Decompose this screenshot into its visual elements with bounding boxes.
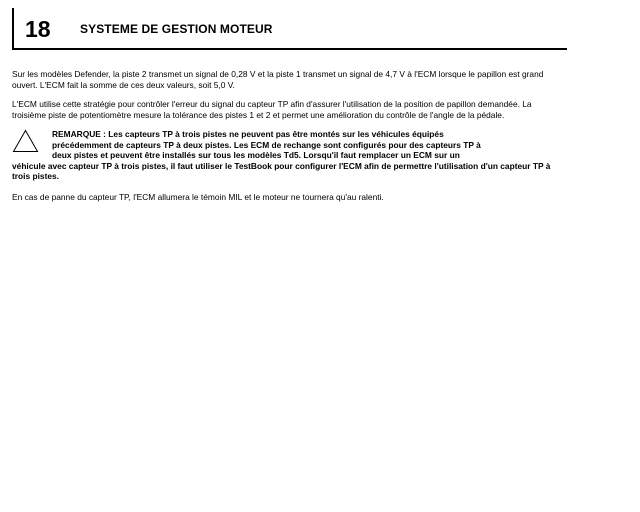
- note-text: [12, 129, 557, 182]
- paragraph-defender-signal: Sur les modèles Defender, la piste 2 transmet un signal de 0,28 V et la piste 1 transmet un signal de 4,7 V à l'ECM lorsque le papillon est grand ouvert. L'ECM fait la somme de ces deux valeurs, soit 5,0 V.: [12, 69, 544, 90]
- document-body: [12, 69, 557, 211]
- note-block: [12, 129, 557, 182]
- chapter-number: 18: [25, 16, 51, 42]
- note-line-1: REMARQUE : Les capteurs TP à trois pistes ne peuvent pas être montés sur les véhicules équipés: [52, 129, 444, 139]
- warning-triangle-icon: [12, 129, 39, 153]
- note-line-3: deux pistes et peuvent être installés sur tous les modèles Td5. Lorsqu'il faut remplacer un ECM sur un: [52, 150, 460, 160]
- page-header: [12, 8, 567, 50]
- paragraph-ecm-strategy: L'ECM utilise cette stratégie pour contrôler l'erreur du signal du capteur TP afin d'assurer l'utilisation de la position de papillon demandée. La troisième piste de potentiomètre mesure la tolérance des pistes 1 et 2 et permet une amélioration du contrôle de l'angle de la pédale.: [12, 99, 532, 120]
- note-line-2: précédemment de capteurs TP à deux pistes. Les ECM de rechange sont configurés pour des capteurs TP à: [52, 139, 481, 150]
- note-line-4: véhicule avec capteur TP à trois pistes, il faut utiliser le TestBook pour configurer l'ECM afin de permettre l'utilisation d'un capteur TP à trois pistes.: [12, 160, 551, 181]
- paragraph-tp-failure: En cas de panne du capteur TP, l'ECM allumera le témoin MIL et le moteur ne tournera qu'au ralenti.: [12, 191, 384, 202]
- section-title: SYSTEME DE GESTION MOTEUR: [80, 22, 273, 36]
